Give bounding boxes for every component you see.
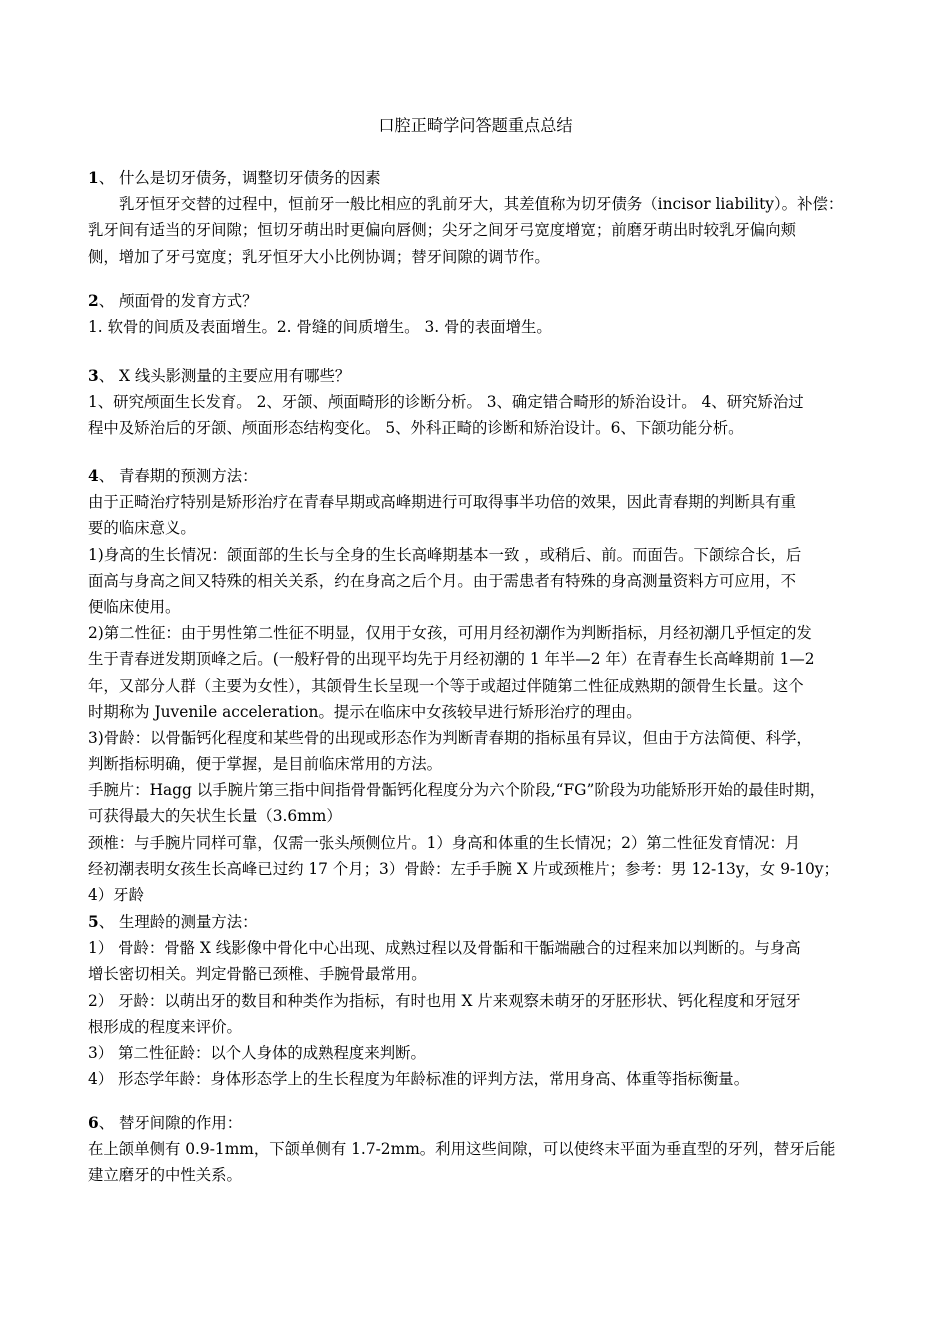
paragraph-line: 4） 形态学年龄：身体形态学上的生长程度为年龄标准的评判方法，常用身高、体重等指标衡量。: [88, 1070, 750, 1089]
paragraph-line: 1)身高的生长情况：颌面部的生长与全身的生长高峰期基本一致 ，或稍后、前。而面告。下颌综合长，后: [88, 545, 802, 564]
section-number: 3: [88, 367, 99, 385]
section-heading-text: 、 颅面骨的发育方式？: [98, 292, 258, 310]
paragraph-line: 2)第二性征：由于男性第二性征不明显，仅用于女孩，可用月经初潮作为判断指标，月经初潮几乎恒定的发: [88, 624, 812, 643]
section-number: 2: [88, 292, 99, 310]
section-number: 4: [88, 467, 99, 485]
paragraph-line: 乳牙间有适当的牙间隙；恒切牙萌出时更偏向唇侧；尖牙之间牙弓宽度增宽；前磨牙萌出时较乳牙偏向颊: [88, 221, 796, 240]
paragraph-line: 4）牙龄: [88, 886, 144, 904]
paragraph-line: 1. 软骨的间质及表面增生。2. 骨缝的间质增生。 3. 骨的表面增生。: [88, 318, 552, 337]
paragraph-line: 年，又部分人群（主要为女性），其颌骨生长呈现一个等于或超过伴随第二性征成熟期的颌骨生长量。这个: [88, 676, 804, 695]
section-number: 1: [88, 169, 99, 187]
paragraph-line: 颈椎：与手腕片同样可靠，仅需一张头颅侧位片。1）身高和体重的生长情况；2）第二性征发育情况：月: [88, 833, 801, 852]
paragraph-line: 可获得最大的矢状生长量（3.6mm）: [88, 807, 342, 826]
paragraph-line: 要的临床意义。: [88, 519, 196, 538]
section-heading-text: 、 什么是切牙债务，调整切牙债务的因素: [98, 169, 381, 187]
section-number: 6: [88, 1114, 99, 1132]
section-6: [88, 1110, 863, 1189]
section-2: [88, 288, 863, 340]
paragraph-line: 时期称为 Juvenile acceleration。提示在临床中女孩较早进行矫形治疗的理由。: [88, 702, 642, 721]
paragraph-line: 手腕片：Hagg 以手腕片第三指中间指骨骨骺钙化程度分为六个阶段,“FG”阶段为功能矫形开始的最佳时期，: [88, 781, 826, 800]
paragraph-line: 3)骨龄：以骨骺钙化程度和某些骨的出现或形态作为判断青春期的指标虽有异议，但由于方法简便、科学，: [88, 728, 812, 747]
section-1: [88, 165, 863, 270]
paragraph-line: 增长密切相关。判定骨骼已颈椎、手腕骨最常用。: [88, 965, 427, 984]
paragraph-line: 根形成的程度来评价。: [88, 1017, 242, 1036]
section-heading-text: 、 替牙间隙的作用：: [98, 1114, 243, 1132]
section-heading: [88, 288, 863, 314]
paragraph-line: 乳牙恒牙交替的过程中，恒前牙一般比相应的乳前牙大，其差值称为切牙债务（incisor liability）。补偿：: [119, 195, 844, 214]
section-heading: [88, 463, 863, 489]
section-heading: [88, 1110, 863, 1136]
paragraph-line: 1、研究颅面生长发育。 2、牙颌、颅面畸形的诊断分析。 3、确定错合畸形的矫治设计。 4、研究矫治过: [88, 393, 804, 412]
paragraph-line: 在上颌单侧有 0.9-1mm，下颌单侧有 1.7-2mm。利用这些间隙，可以使终末平面为垂直型的牙列，替牙后能: [88, 1140, 836, 1159]
section-heading: [88, 363, 863, 389]
section-heading-text: 、 青春期的预测方法：: [98, 467, 258, 485]
paragraph-line: 建立磨牙的中性关系。: [88, 1166, 242, 1185]
section-heading-text: 、 生理龄的测量方法：: [98, 913, 258, 931]
page-title: 口腔正畸学问答题重点总结: [378, 116, 573, 135]
paragraph-line: 2） 牙龄：以萌出牙的数目和种类作为指标，有时也用 X 片来观察未萌牙的牙胚形状、钙化程度和牙冠牙: [88, 991, 801, 1010]
paragraph-line: 经初潮表明女孩生长高峰已过约 17 个月；3）骨龄：左手手腕 X 片或颈椎片；参考：男 12-13y，女 9-10y；: [88, 859, 839, 878]
paragraph-line: 侧，增加了牙弓宽度；乳牙恒牙大小比例协调；替牙间隙的调节作。: [88, 247, 550, 266]
section-heading-text: 、 X 线头影测量的主要应用有哪些？: [98, 367, 351, 385]
paragraph-line: 程中及矫治后的牙颌、颅面形态结构变化。 5、外科正畸的诊断和矫治设计。6、下颌功能分析。: [88, 419, 744, 438]
section-4: [88, 463, 863, 908]
paragraph-line: 由于正畸治疗特别是矫形治疗在青春早期或高峰期进行可取得事半功倍的效果，因此青春期的判断具有重: [88, 493, 796, 512]
paragraph-line: 1） 骨龄：骨骼 X 线影像中骨化中心出现、成熟过程以及骨骺和干骺端融合的过程来加以判断的。与身高: [88, 939, 801, 958]
paragraph-line: 3） 第二性征龄：以个人身体的成熟程度来判断。: [88, 1043, 426, 1062]
paragraph-line: 生于青春迸发期顶峰之后。(一般籽骨的出现平均先于月经初潮的 1 年半—2 年）在青春生长高峰期前 1—2: [88, 650, 815, 669]
paragraph-line: 判断指标明确，便于掌握，是目前临床常用的方法。: [88, 755, 442, 774]
section-number: 5: [88, 913, 99, 931]
section-heading: [88, 909, 863, 935]
paragraph-line: 面高与身高之间又特殊的相关关系，约在身高之后个月。由于需患者有特殊的身高测量资料方可应用，不: [88, 571, 796, 590]
section-heading: [88, 165, 863, 191]
paragraph-line: 便临床使用。: [88, 597, 181, 616]
section-5: [88, 909, 863, 1092]
section-3: [88, 363, 863, 442]
